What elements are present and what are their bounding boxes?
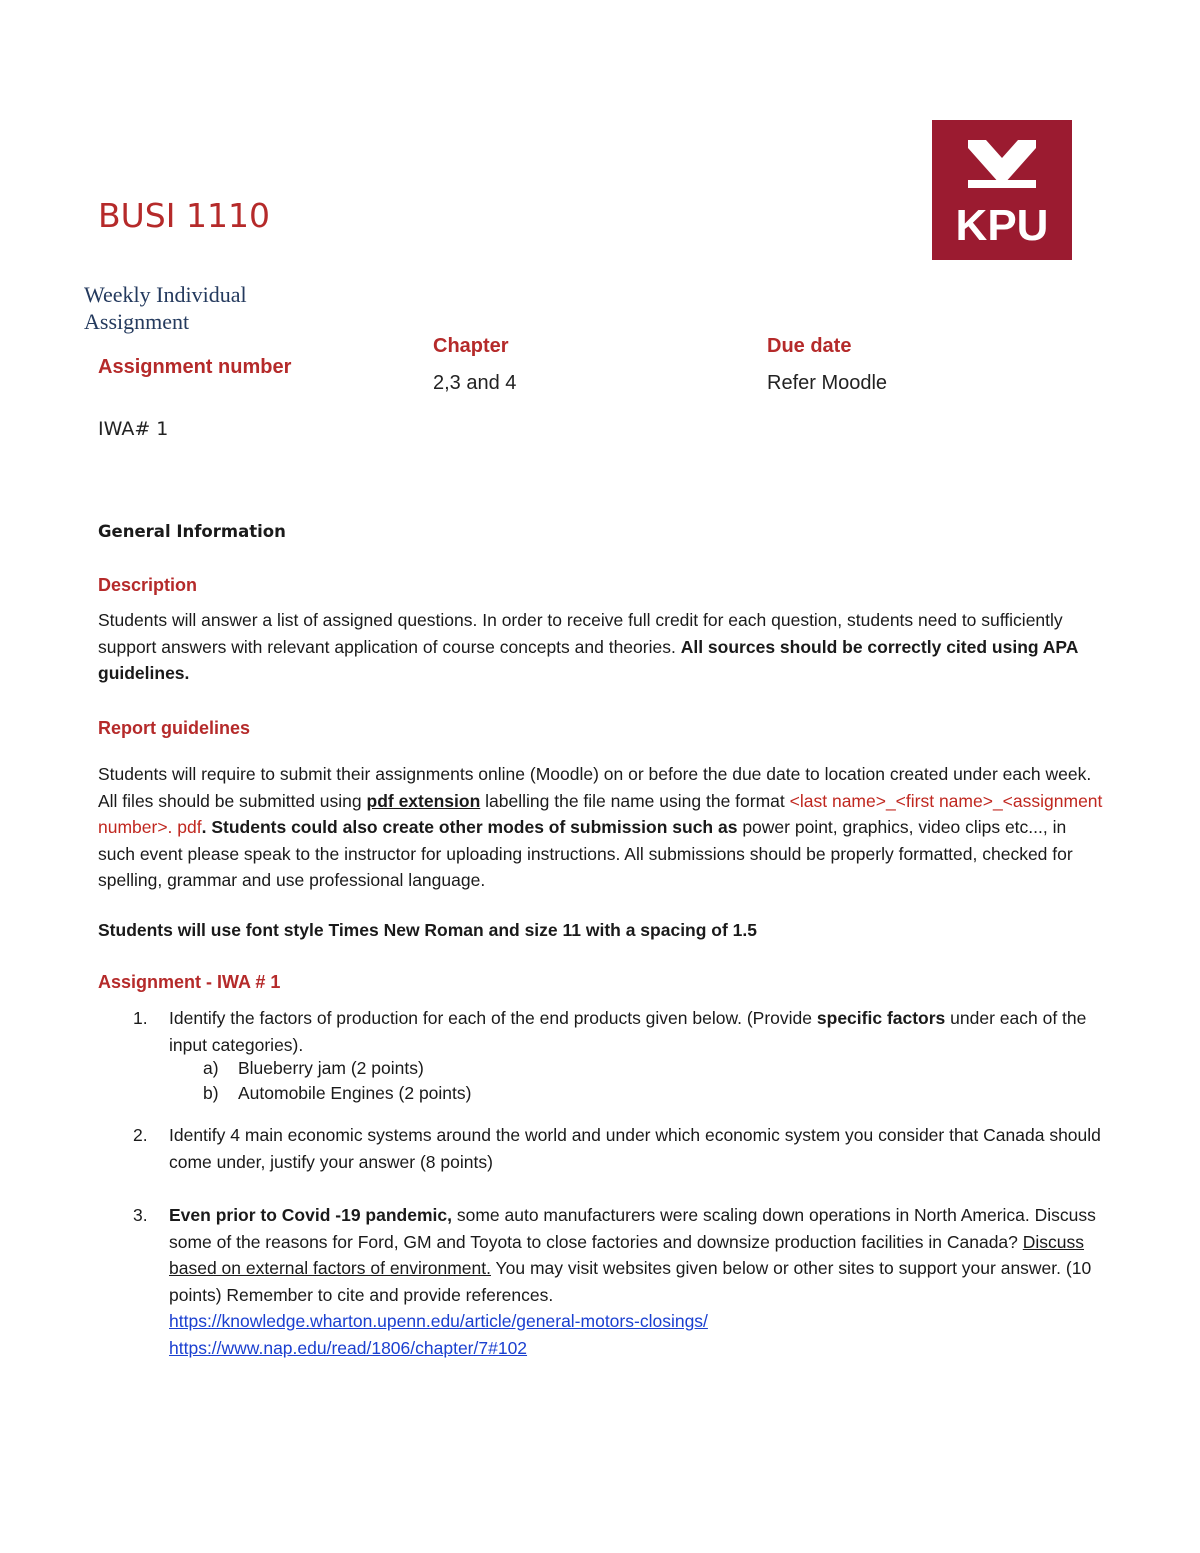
- kpu-logo-mark-icon: [932, 120, 1072, 260]
- due-date-label: Due date: [767, 335, 852, 357]
- report-text-b: labelling the file name using the format: [485, 790, 785, 811]
- question-2: [98, 1122, 1118, 1178]
- assignment-heading: Assignment - IWA # 1: [98, 972, 281, 992]
- question-3: [98, 1202, 1118, 1392]
- wharton-link[interactable]: https://knowledge.wharton.upenn.edu/article/general-motors-closings/: [169, 1311, 708, 1331]
- report-text-a: Students will require to submit their assignments online (Moodle) on or before the due date to location created under each week. All files should be submitted using: [98, 764, 1092, 811]
- question-1-number: 1.: [133, 1008, 148, 1028]
- subtitle-line-1: Weekly Individual: [84, 282, 247, 307]
- pdf-extension-text: pdf extension: [366, 790, 481, 811]
- question-1a-text: Blueberry jam (2 points): [238, 1058, 424, 1078]
- question-1-text-2: under each of the input categories).: [169, 1008, 1087, 1055]
- nap-link[interactable]: https://www.nap.edu/read/1806/chapter/7#102: [169, 1337, 528, 1358]
- font-style-requirement: Students will use font style Times New Roman and size 11 with a spacing of 1.5: [98, 920, 758, 940]
- chapter-value: 2,3 and 4: [433, 372, 517, 394]
- description-heading: Description: [98, 575, 198, 595]
- general-information-heading: General Information: [98, 522, 286, 541]
- assignment-number-label: Assignment number: [98, 356, 292, 378]
- question-1-bold: specific factors: [816, 1008, 946, 1028]
- report-guidelines-paragraph: Students will require to submit their assignments online (Moodle) on or before the due date to location created under each week. All files should be submitted using pdf extension labelling the file name using the format <last name>_<first name>_<assignment number>. pdf. Students could also create other modes of submission such as power point, graphics, video clips etc..., in such event please speak to the instructor for uploading instructions. All submissions should be properly formatted, checked for spelling, grammar and use professional language.: [98, 764, 1103, 891]
- file-name-format: <last name>_<first name>_<assignment number>. pdf: [98, 790, 1103, 838]
- description-text: Students will answer a list of assigned questions. In order to receive full credit for each question, students need to sufficiently support answers with relevant application of course concepts and theories.: [98, 610, 1063, 657]
- kpu-logo-text: KPU: [955, 201, 1049, 250]
- subtitle-line-2: Assignment: [84, 309, 190, 334]
- chapter-label: Chapter: [433, 335, 509, 357]
- description-bold-text: All sources should be correctly cited using APA guidelines.: [98, 636, 1078, 684]
- question-1b-letter: b): [203, 1083, 219, 1103]
- question-3-text-2: You may visit websites given below or other sites to support your answer. (10 points) Remember to cite and provide references.: [169, 1258, 1092, 1305]
- question-2-text: Identify 4 main economic systems around the world and under which economic system you consider that Canada should come under, justify your answer (8 points): [169, 1125, 1101, 1172]
- description-paragraph: [98, 607, 1108, 687]
- due-date-value: Refer Moodle: [767, 372, 888, 394]
- question-3-bold: Even prior to Covid -19 pandemic,: [169, 1205, 452, 1225]
- question-3-number: 3.: [133, 1205, 148, 1225]
- question-3-text: some auto manufacturers were scaling down operations in North America. Discuss some of the reasons for Ford, GM and Toyota to close factories and downsize production facilities in Canada?: [169, 1205, 1096, 1252]
- course-code: BUSI 1110: [98, 196, 270, 235]
- report-bold-text: Students could also create other modes of submission such as: [211, 817, 738, 838]
- question-3-underlined: Discuss based on external factors of environment.: [169, 1231, 1085, 1278]
- report-text-d: power point, graphics, video clips etc..., in such event please speak to the instructor for uploading instructions. All submissions should be properly formatted, checked for spelling, grammar and use professional language.: [98, 817, 1073, 891]
- question-1-text: Identify the factors of production for each of the end products given below. (Provide: [169, 1008, 813, 1028]
- kpu-logo: [932, 120, 1072, 260]
- report-guidelines-heading: Report guidelines: [98, 718, 251, 738]
- question-1a-letter: a): [203, 1058, 219, 1078]
- question-2-number: 2.: [133, 1125, 148, 1145]
- question-1b-text: Automobile Engines (2 points): [238, 1083, 472, 1103]
- document-subtitle: [84, 281, 247, 335]
- assignment-number-value: IWA# 1: [98, 418, 169, 440]
